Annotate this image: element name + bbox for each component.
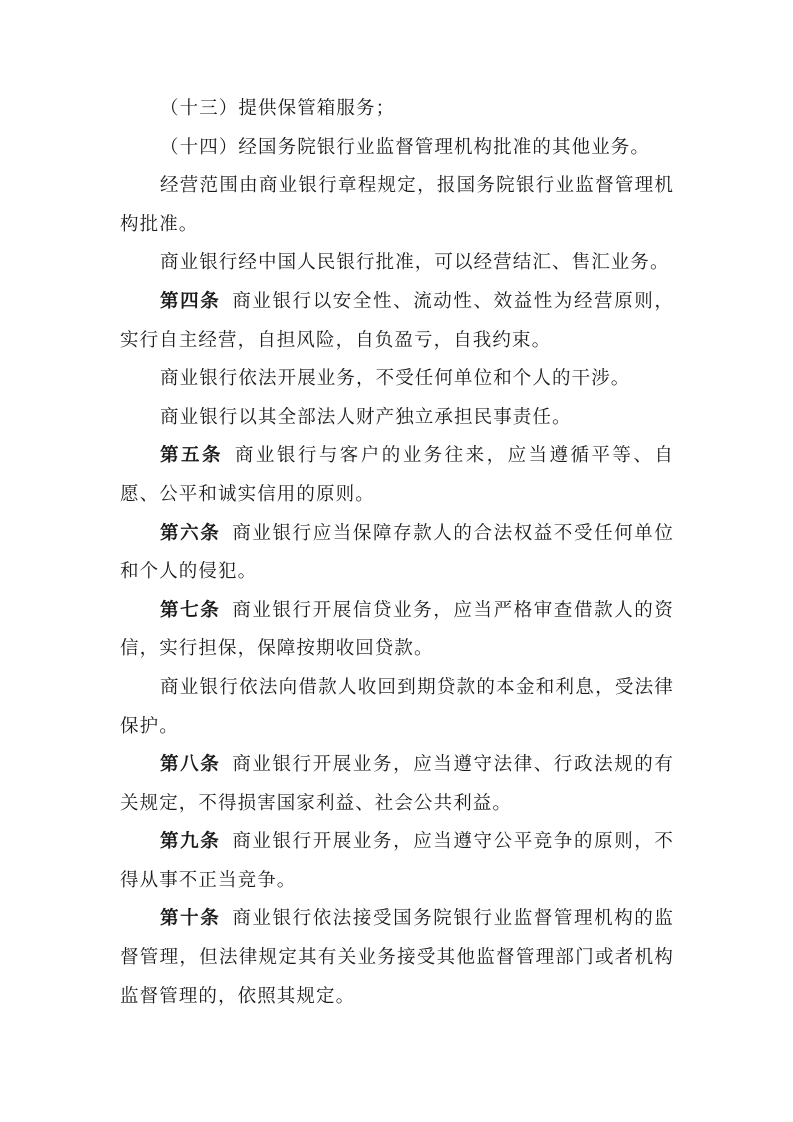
- article-heading: 第九条: [160, 831, 221, 853]
- paragraph-business-scope: [120, 167, 674, 244]
- article-7: [120, 592, 674, 669]
- paragraph-text: 商业银行开展业务，应当遵守法律、行政法规的有关规定，不得损害国家利益、社会公共利益。: [120, 754, 675, 814]
- paragraph-text: 经营范围由商业银行章程规定，报国务院银行业监督管理机构批准。: [120, 175, 674, 235]
- paragraph-text: 商业银行依法接受国务院银行业监督管理机构的监督管理，但法律规定其有关业务接受其他监督管理部门或者机构监督管理的，依照其规定。: [120, 908, 675, 1007]
- paragraph-loan-recovery: [120, 669, 674, 746]
- document-body: [120, 90, 674, 1016]
- paragraph-liability: [120, 399, 674, 438]
- paragraph-text: 商业银行与客户的业务往来，应当遵循平等、自愿、公平和诚实信用的原则。: [120, 445, 674, 505]
- article-9: [120, 823, 674, 900]
- paragraph-text: 商业银行以安全性、流动性、效益性为经营原则，实行自主经营，自担风险，自负盈亏，自我约束。: [120, 290, 675, 351]
- paragraph-text: 商业银行经中国人民银行批准，可以经营结汇、售汇业务。: [160, 252, 670, 274]
- article-6: [120, 515, 674, 592]
- article-8: [120, 746, 674, 823]
- paragraph-text: 商业银行开展业务，应当遵守公平竞争的原则，不得从事不正当竞争。: [120, 831, 675, 891]
- paragraph-text: 商业银行应当保障存款人的合法权益不受任何单位和个人的侵犯。: [120, 522, 675, 583]
- article-heading: 第四条: [160, 290, 221, 312]
- paragraph-text: 商业银行依法向借款人收回到期贷款的本金和利息，受法律保护。: [120, 676, 674, 737]
- paragraph-independence: [120, 360, 674, 399]
- article-heading: 第六条: [160, 522, 221, 544]
- paragraph-text: （十四）经国务院银行业监督管理机构批准的其他业务。: [160, 136, 651, 158]
- article-heading: 第七条: [160, 599, 221, 621]
- paragraph-text: 商业银行以其全部法人财产独立承担民事责任。: [160, 406, 572, 428]
- article-4: [120, 283, 674, 360]
- paragraph-text: （十三）提供保管箱服务；: [160, 98, 396, 119]
- paragraph-forex: [120, 244, 674, 283]
- article-10: [120, 900, 674, 1016]
- article-5: [120, 437, 674, 514]
- article-heading: 第十条: [160, 908, 221, 930]
- paragraph-text: 商业银行开展信贷业务，应当严格审查借款人的资信，实行担保，保障按期收回贷款。: [120, 599, 675, 660]
- paragraph-text: 商业银行依法开展业务，不受任何单位和个人的干涉。: [160, 368, 631, 390]
- article-heading: 第八条: [160, 754, 221, 776]
- paragraph-item-13: [120, 90, 674, 129]
- paragraph-item-14: [120, 129, 674, 168]
- article-heading: 第五条: [160, 445, 223, 467]
